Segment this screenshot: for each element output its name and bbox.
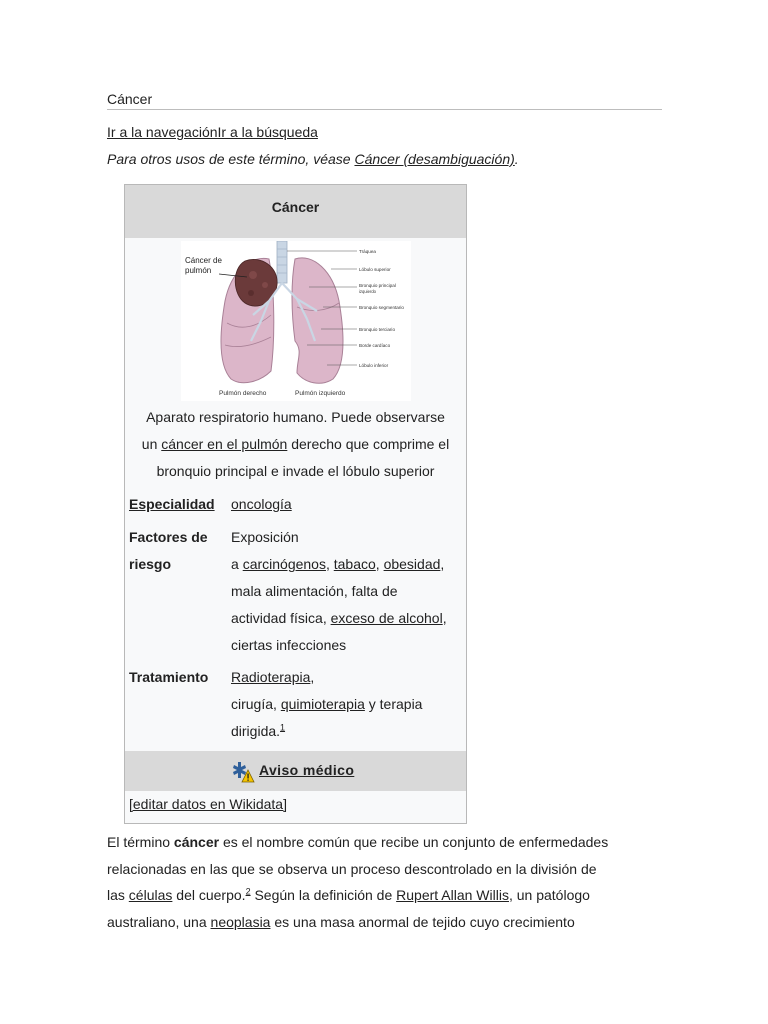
callout-label-line2: pulmón (185, 266, 212, 275)
factores-value (231, 524, 466, 659)
paragraph-text: las (107, 887, 129, 903)
intro-paragraph (107, 829, 657, 935)
lung-diagram-image[interactable] (181, 241, 411, 401)
paragraph-text: del cuerpo. (172, 887, 246, 903)
infobox-title: Cáncer (125, 185, 466, 238)
tratamiento-line-3 (231, 718, 466, 745)
paragraph-line-3 (107, 882, 657, 909)
label-right-lung: Pulmón derecho (219, 390, 267, 397)
paragraph-line-2: relacionadas en las que se observa un proceso descontrolado en la división de (107, 860, 597, 877)
label-cardiac-border: Borde cardíaco (359, 343, 391, 348)
factores-line-3: mala alimentación, falta de (231, 583, 398, 599)
jump-links (107, 124, 318, 140)
factores-label (129, 524, 225, 578)
paragraph-text: , un patólogo (508, 887, 590, 903)
especialidad-label-link[interactable]: Especialidad (129, 496, 215, 512)
label-main-bronchus-2: izquierdo (359, 289, 376, 294)
hatnote (107, 151, 519, 167)
left-lung-shape (292, 258, 343, 383)
factores-line-1: Exposición (231, 529, 299, 545)
celulas-link[interactable]: células (128, 887, 173, 903)
aviso-medico-bar (125, 751, 466, 791)
callout-label-line1: Cáncer de (185, 256, 222, 265)
label-segmental-bronchus: Bronquio segmentario (359, 305, 404, 310)
label-trachea: Tráquea (359, 249, 376, 254)
factores-text: a (231, 556, 243, 572)
factores-label-line1: Factores de (129, 529, 208, 545)
label-tertiary-bronchus: Bronquio terciario (359, 327, 396, 332)
separator: , (440, 556, 445, 572)
hatnote-suffix: . (514, 151, 519, 167)
tratamiento-text: y terapia (364, 696, 423, 712)
reference-1-link[interactable]: 1 (280, 722, 286, 733)
label-upper-lobe: Lóbulo superior (359, 267, 391, 272)
paragraph-text: El término (107, 834, 174, 850)
aviso-medico-link[interactable]: Aviso médico (259, 762, 355, 778)
tratamiento-value (231, 664, 466, 745)
tratamiento-text: cirugía, (231, 696, 281, 712)
factores-label-line2: riesgo (129, 556, 172, 572)
page-title: Cáncer (107, 91, 662, 110)
tratamiento-text: dirigida. (231, 723, 281, 739)
factores-line-4 (231, 605, 466, 632)
image-caption (125, 404, 466, 485)
tratamiento-line-1 (231, 664, 466, 691)
jump-to-search-link[interactable]: Ir a la búsqueda (217, 124, 318, 140)
obesidad-link[interactable]: obesidad (383, 556, 441, 572)
trachea-shape (277, 241, 287, 283)
separator: , (325, 556, 334, 572)
tratamiento-line-2 (231, 691, 466, 718)
label-main-bronchus: Bronquio principal (359, 283, 396, 288)
tratamiento-label: Tratamiento (129, 669, 209, 685)
caption-line-3: bronquio principal e invade el lóbulo superior (156, 463, 435, 479)
label-lower-lobe: Lóbulo inferior (359, 363, 389, 368)
lung-diagram (181, 241, 411, 401)
separator: , (375, 556, 384, 572)
paragraph-text: es el nombre común que recibe un conjunto de enfermedades (219, 834, 609, 850)
neoplasia-link[interactable]: neoplasia (210, 913, 271, 930)
edit-wikidata-link-text[interactable]: [editar datos en Wikidata] (129, 796, 287, 812)
lung-cancer-link[interactable]: cáncer en el pulmón (161, 436, 288, 452)
label-left-lung: Pulmón izquierdo (295, 390, 346, 397)
factores-text: actividad física, (231, 610, 331, 626)
caption-text: un (141, 436, 162, 452)
jump-to-navigation-link[interactable]: Ir a la navegación (107, 124, 218, 140)
hatnote-text: Para otros usos de este término, véase (107, 151, 355, 167)
separator: , (442, 610, 447, 626)
paragraph-line-4 (107, 909, 657, 936)
reference-2-link[interactable]: 2 (245, 886, 251, 897)
oncologia-link[interactable]: oncología (231, 496, 292, 512)
caption-text: derecho que comprime el (287, 436, 450, 452)
infobox (124, 184, 467, 824)
radioterapia-link[interactable]: Radioterapia (231, 669, 311, 685)
disambiguation-link[interactable]: Cáncer (desambiguación) (354, 151, 515, 167)
edit-wikidata-link (129, 794, 287, 814)
term-cancer-bold: cáncer (173, 834, 220, 850)
tabaco-link[interactable]: tabaco (333, 556, 376, 572)
quimioterapia-link[interactable]: quimioterapia (280, 696, 365, 712)
paragraph-text: Según la definición de (250, 887, 397, 903)
paragraph-text: australiano, una (107, 913, 211, 930)
paragraph-text: es una masa anormal de tejido cuyo crecimiento (270, 913, 575, 930)
caption-line-2 (125, 431, 466, 458)
factores-line-2 (231, 551, 466, 578)
separator: , (310, 669, 315, 685)
paragraph-line-1 (107, 829, 657, 856)
rupert-allan-willis-link[interactable]: Rupert Allan Willis (396, 887, 509, 903)
medical-warning-icon (231, 759, 255, 781)
carcinogenos-link[interactable]: carcinógenos (242, 556, 326, 572)
caption-line-1: Aparato respiratorio humano. Puede observarse (146, 409, 445, 425)
exceso-alcohol-link[interactable]: exceso de alcohol (330, 610, 443, 626)
factores-line-5: ciertas infecciones (231, 637, 347, 653)
